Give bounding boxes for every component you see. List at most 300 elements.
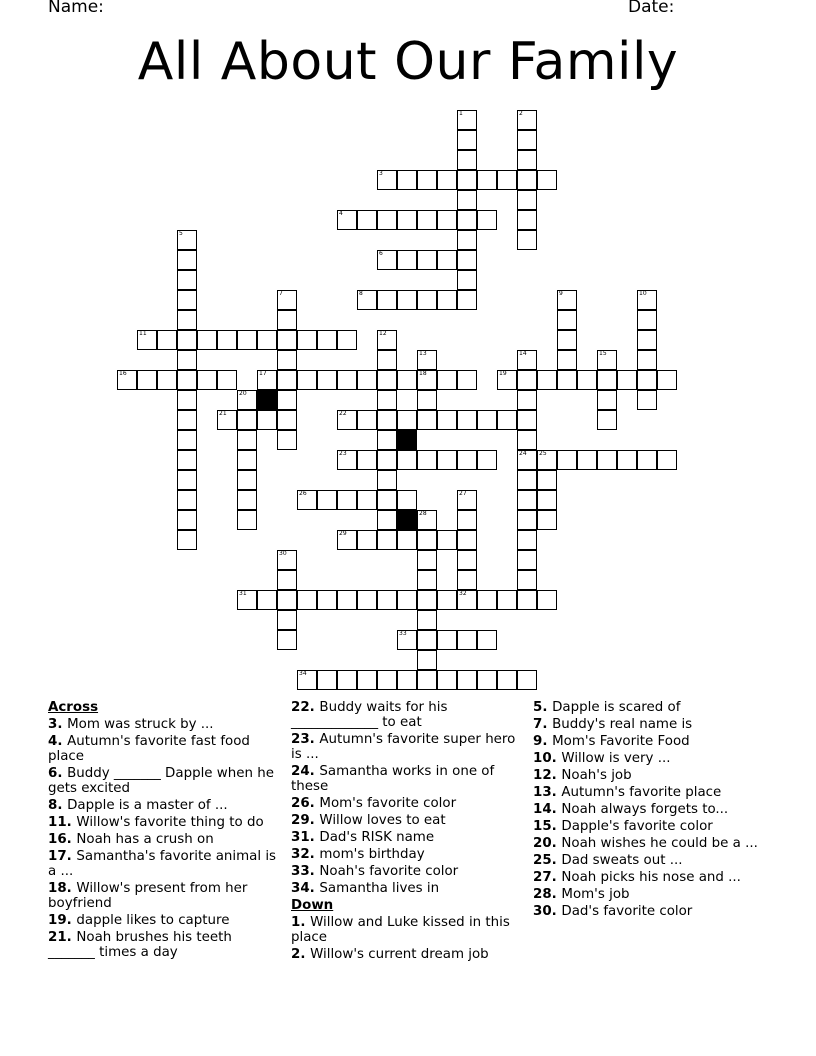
grid-cell[interactable]	[297, 590, 317, 610]
grid-cell[interactable]	[337, 530, 357, 550]
grid-cell[interactable]	[477, 410, 497, 430]
grid-cell[interactable]	[237, 410, 257, 430]
grid-cell[interactable]	[517, 410, 537, 430]
grid-cell[interactable]	[377, 510, 397, 530]
grid-cell[interactable]	[357, 530, 377, 550]
grid-cell[interactable]	[237, 490, 257, 510]
clue-number: 13	[419, 350, 427, 357]
grid-cell[interactable]	[377, 470, 397, 490]
grid-cell[interactable]	[257, 410, 277, 430]
grid-cell[interactable]	[477, 630, 497, 650]
grid-cell[interactable]	[257, 590, 277, 610]
grid-cell[interactable]	[437, 590, 457, 610]
grid-cell[interactable]	[397, 410, 417, 430]
grid-cell[interactable]	[437, 250, 457, 270]
clue-number: 7	[279, 290, 283, 297]
grid-cell[interactable]	[457, 530, 477, 550]
clue-item	[533, 700, 763, 715]
grid-cell[interactable]	[397, 590, 417, 610]
grid-cell[interactable]	[457, 370, 477, 390]
clue-item-text: dapple likes to capture	[76, 913, 230, 928]
grid-cell[interactable]	[177, 290, 197, 310]
grid-cell[interactable]	[417, 370, 437, 390]
grid-cell[interactable]	[277, 570, 297, 590]
grid-cell[interactable]	[437, 630, 457, 650]
grid-cell[interactable]	[377, 210, 397, 230]
grid-cell[interactable]	[177, 470, 197, 490]
grid-cell[interactable]	[377, 410, 397, 430]
clue-number: 32	[459, 590, 467, 597]
grid-cell[interactable]	[177, 390, 197, 410]
grid-cell[interactable]	[497, 590, 517, 610]
grid-cell[interactable]	[497, 410, 517, 430]
grid-cell[interactable]	[317, 370, 337, 390]
grid-cell[interactable]	[317, 330, 337, 350]
grid-cell[interactable]	[297, 670, 317, 690]
grid-cell[interactable]	[617, 370, 637, 390]
grid-block	[257, 390, 277, 410]
grid-cell[interactable]	[457, 150, 477, 170]
grid-cell[interactable]	[577, 370, 597, 390]
grid-cell[interactable]	[457, 230, 477, 250]
grid-cell[interactable]	[397, 630, 417, 650]
grid-cell[interactable]	[517, 510, 537, 530]
grid-cell[interactable]	[517, 110, 537, 130]
clue-number: 6	[379, 250, 383, 257]
grid-cell[interactable]	[177, 410, 197, 430]
clue-item-text: Dapple is scared of	[552, 700, 681, 715]
grid-cell[interactable]	[417, 670, 437, 690]
grid-cell[interactable]	[177, 350, 197, 370]
clue-item	[533, 785, 763, 800]
clue-number: 20	[239, 390, 247, 397]
clue-item-text: Noah has a crush on	[76, 832, 214, 847]
clue-item-number: 23.	[291, 732, 320, 747]
clue-column-2	[291, 700, 521, 964]
clue-item-text: Willow is very ...	[561, 751, 671, 766]
grid-cell[interactable]	[377, 670, 397, 690]
grid-cell[interactable]	[457, 570, 477, 590]
grid-cell[interactable]	[437, 210, 457, 230]
clue-item-number: 20.	[533, 836, 562, 851]
clue-number: 31	[239, 590, 247, 597]
clue-item-text: Willow's favorite thing to do	[76, 815, 264, 830]
grid-cell[interactable]	[417, 170, 437, 190]
clue-item	[291, 881, 521, 896]
clue-item	[48, 913, 278, 928]
grid-cell[interactable]	[277, 370, 297, 390]
grid-cell[interactable]	[397, 210, 417, 230]
grid-cell[interactable]	[397, 250, 417, 270]
grid-cell[interactable]	[437, 370, 457, 390]
grid-cell[interactable]	[457, 210, 477, 230]
grid-cell[interactable]	[177, 230, 197, 250]
grid-cell[interactable]	[457, 290, 477, 310]
clue-section-heading: Down	[291, 898, 334, 913]
grid-cell[interactable]	[177, 510, 197, 530]
grid-cell[interactable]	[237, 450, 257, 470]
clue-item-text: Mom's favorite color	[319, 796, 457, 811]
grid-cell[interactable]	[517, 590, 537, 610]
grid-cell[interactable]	[377, 490, 397, 510]
clue-item-text: Noah brushes his teeth _______ times a day	[48, 930, 232, 960]
clue-item-number: 29.	[291, 813, 320, 828]
clue-item-text: Dad sweats out ...	[561, 853, 683, 868]
clue-item	[291, 813, 521, 828]
grid-cell[interactable]	[377, 370, 397, 390]
grid-cell[interactable]	[517, 130, 537, 150]
grid-cell[interactable]	[457, 630, 477, 650]
grid-cell[interactable]	[557, 290, 577, 310]
grid-cell[interactable]	[177, 370, 197, 390]
grid-cell[interactable]	[517, 170, 537, 190]
grid-cell[interactable]	[637, 290, 657, 310]
grid-cell[interactable]	[457, 110, 477, 130]
grid-cell[interactable]	[417, 410, 437, 430]
grid-cell[interactable]	[277, 630, 297, 650]
clue-item-text: Dad's favorite color	[561, 904, 693, 919]
grid-cell[interactable]	[517, 670, 537, 690]
grid-cell[interactable]	[517, 230, 537, 250]
grid-cell[interactable]	[177, 490, 197, 510]
grid-cell[interactable]	[557, 450, 577, 470]
grid-cell[interactable]	[357, 290, 377, 310]
grid-cell[interactable]	[457, 250, 477, 270]
grid-cell[interactable]	[457, 410, 477, 430]
grid-cell[interactable]	[517, 450, 537, 470]
grid-cell[interactable]	[377, 350, 397, 370]
grid-cell[interactable]	[137, 370, 157, 390]
grid-cell[interactable]	[157, 330, 177, 350]
grid-cell[interactable]	[557, 370, 577, 390]
clue-item-text: Autumn's favorite place	[561, 785, 722, 800]
clue-item-number: 6.	[48, 766, 68, 781]
grid-cell[interactable]	[357, 410, 377, 430]
grid-cell[interactable]	[177, 270, 197, 290]
grid-cell[interactable]	[237, 590, 257, 610]
grid-cell[interactable]	[457, 130, 477, 150]
page-title: All About Our Family	[137, 32, 679, 92]
grid-cell[interactable]	[377, 390, 397, 410]
grid-cell[interactable]	[417, 610, 437, 630]
grid-cell[interactable]	[477, 450, 497, 470]
clue-item-text: Samantha's favorite animal is a ...	[48, 849, 277, 879]
grid-cell[interactable]	[537, 370, 557, 390]
grid-cell[interactable]	[317, 590, 337, 610]
grid-cell[interactable]	[517, 550, 537, 570]
grid-cell[interactable]	[657, 450, 677, 470]
grid-cell[interactable]	[197, 370, 217, 390]
grid-cell[interactable]	[517, 490, 537, 510]
grid-cell[interactable]	[597, 450, 617, 470]
grid-cell[interactable]	[417, 550, 437, 570]
grid-cell[interactable]	[337, 450, 357, 470]
clue-item-number: 15.	[533, 819, 562, 834]
grid-cell[interactable]	[557, 350, 577, 370]
grid-cell[interactable]	[417, 530, 437, 550]
clue-item	[533, 734, 763, 749]
grid-cell[interactable]	[417, 250, 437, 270]
clue-number: 14	[519, 350, 527, 357]
clue-item-text: Willow's current dream job	[310, 947, 489, 962]
clue-item-number: 10.	[533, 751, 562, 766]
grid-cell[interactable]	[217, 370, 237, 390]
grid-cell[interactable]	[477, 670, 497, 690]
grid-cell[interactable]	[117, 370, 137, 390]
grid-cell[interactable]	[637, 310, 657, 330]
clue-item-number: 26.	[291, 796, 320, 811]
grid-cell[interactable]	[477, 170, 497, 190]
grid-cell[interactable]	[417, 350, 437, 370]
clue-item	[291, 864, 521, 879]
clue-item-number: 27.	[533, 870, 562, 885]
grid-cell[interactable]	[477, 590, 497, 610]
grid-cell[interactable]	[277, 610, 297, 630]
grid-cell[interactable]	[497, 170, 517, 190]
grid-cell[interactable]	[637, 390, 657, 410]
clue-section-heading: Across	[48, 700, 99, 715]
grid-cell[interactable]	[397, 370, 417, 390]
grid-cell[interactable]	[297, 330, 317, 350]
grid-cell[interactable]	[457, 450, 477, 470]
grid-cell[interactable]	[557, 310, 577, 330]
grid-cell[interactable]	[357, 210, 377, 230]
grid-cell[interactable]	[357, 370, 377, 390]
grid-cell[interactable]	[277, 330, 297, 350]
clue-item	[533, 751, 763, 766]
grid-cell[interactable]	[377, 450, 397, 470]
grid-cell[interactable]	[497, 370, 517, 390]
grid-cell[interactable]	[417, 570, 437, 590]
clue-item-text: Noah's job	[561, 768, 632, 783]
grid-cell[interactable]	[337, 330, 357, 350]
grid-cell[interactable]	[657, 370, 677, 390]
clue-item-number: 12.	[533, 768, 562, 783]
grid-cell[interactable]	[617, 450, 637, 470]
grid-cell[interactable]	[457, 670, 477, 690]
grid-cell[interactable]	[577, 450, 597, 470]
grid-cell[interactable]	[457, 270, 477, 290]
grid-cell[interactable]	[437, 290, 457, 310]
grid-cell[interactable]	[397, 530, 417, 550]
clue-item	[48, 766, 278, 796]
grid-cell[interactable]	[317, 490, 337, 510]
clue-item	[291, 764, 521, 794]
grid-cell[interactable]	[517, 570, 537, 590]
clue-item-number: 4.	[48, 734, 68, 749]
grid-cell[interactable]	[177, 450, 197, 470]
clue-item-text: Samantha lives in	[319, 881, 440, 896]
grid-cell[interactable]	[457, 590, 477, 610]
grid-cell[interactable]	[517, 370, 537, 390]
grid-cell[interactable]	[377, 250, 397, 270]
grid-cell[interactable]	[477, 210, 497, 230]
grid-cell[interactable]	[377, 170, 397, 190]
grid-cell[interactable]	[497, 670, 517, 690]
grid-cell[interactable]	[417, 450, 437, 470]
grid-cell[interactable]	[357, 670, 377, 690]
clue-item	[48, 815, 278, 830]
grid-cell[interactable]	[337, 670, 357, 690]
grid-cell[interactable]	[297, 490, 317, 510]
clue-number: 33	[399, 630, 407, 637]
grid-cell[interactable]	[517, 430, 537, 450]
grid-cell[interactable]	[357, 490, 377, 510]
grid-cell[interactable]	[417, 510, 437, 530]
clue-item-number: 5.	[533, 700, 553, 715]
clue-item-text: Willow's present from her boyfriend	[48, 881, 248, 911]
grid-cell[interactable]	[277, 590, 297, 610]
clue-item	[291, 796, 521, 811]
grid-cell[interactable]	[437, 530, 457, 550]
grid-cell[interactable]	[417, 590, 437, 610]
grid-cell[interactable]	[557, 330, 577, 350]
clue-item	[48, 849, 278, 879]
clue-item-number: 24.	[291, 764, 320, 779]
grid-cell[interactable]	[137, 330, 157, 350]
grid-cell[interactable]	[197, 330, 217, 350]
clue-item	[533, 870, 763, 885]
grid-cell[interactable]	[437, 170, 457, 190]
grid-cell[interactable]	[317, 670, 337, 690]
clue-number: 1	[459, 110, 463, 117]
grid-cell[interactable]	[437, 670, 457, 690]
clue-item	[533, 853, 763, 868]
grid-cell[interactable]	[637, 370, 657, 390]
grid-cell[interactable]	[257, 370, 277, 390]
grid-cell[interactable]	[377, 590, 397, 610]
grid-cell[interactable]	[637, 450, 657, 470]
grid-cell[interactable]	[237, 470, 257, 490]
grid-cell[interactable]	[277, 430, 297, 450]
grid-cell[interactable]	[457, 550, 477, 570]
clue-item	[48, 930, 278, 960]
grid-cell[interactable]	[537, 490, 557, 510]
grid-cell[interactable]	[457, 510, 477, 530]
grid-cell[interactable]	[417, 390, 437, 410]
grid-cell[interactable]	[517, 150, 537, 170]
grid-cell[interactable]	[437, 410, 457, 430]
grid-cell[interactable]	[337, 370, 357, 390]
grid-cell[interactable]	[517, 210, 537, 230]
clue-item-number: 28.	[533, 887, 562, 902]
grid-cell[interactable]	[337, 490, 357, 510]
grid-cell[interactable]	[177, 430, 197, 450]
grid-cell[interactable]	[277, 290, 297, 310]
grid-cell[interactable]	[257, 330, 277, 350]
grid-cell[interactable]	[597, 390, 617, 410]
grid-cell[interactable]	[457, 490, 477, 510]
clue-number: 12	[379, 330, 387, 337]
grid-cell[interactable]	[637, 330, 657, 350]
grid-cell[interactable]	[597, 350, 617, 370]
grid-cell[interactable]	[377, 530, 397, 550]
grid-cell[interactable]	[277, 350, 297, 370]
grid-cell[interactable]	[517, 390, 537, 410]
clue-number: 16	[119, 370, 127, 377]
grid-cell[interactable]	[277, 410, 297, 430]
grid-cell[interactable]	[537, 470, 557, 490]
grid-cell[interactable]	[417, 630, 437, 650]
grid-cell[interactable]	[397, 670, 417, 690]
grid-block	[397, 510, 417, 530]
grid-cell[interactable]	[537, 590, 557, 610]
clue-item	[533, 836, 763, 851]
grid-cell[interactable]	[517, 530, 537, 550]
grid-cell[interactable]	[517, 350, 537, 370]
grid-cell[interactable]	[177, 310, 197, 330]
grid-cell[interactable]	[337, 210, 357, 230]
grid-cell[interactable]	[377, 430, 397, 450]
grid-cell[interactable]	[337, 410, 357, 430]
grid-cell[interactable]	[237, 510, 257, 530]
grid-cell[interactable]	[397, 290, 417, 310]
grid-cell[interactable]	[537, 450, 557, 470]
clue-number: 11	[139, 330, 147, 337]
grid-cell[interactable]	[377, 290, 397, 310]
grid-cell[interactable]	[217, 330, 237, 350]
grid-cell[interactable]	[417, 290, 437, 310]
grid-cell[interactable]	[597, 370, 617, 390]
grid-cell[interactable]	[597, 410, 617, 430]
clue-item-text: Buddy waits for his _____________ to eat	[291, 700, 448, 730]
grid-cell[interactable]	[537, 170, 557, 190]
grid-cell[interactable]	[457, 190, 477, 210]
grid-cell[interactable]	[217, 410, 237, 430]
grid-cell[interactable]	[517, 190, 537, 210]
grid-cell[interactable]	[237, 390, 257, 410]
grid-cell[interactable]	[357, 450, 377, 470]
clue-number: 19	[499, 370, 507, 377]
grid-cell[interactable]	[237, 430, 257, 450]
grid-cell[interactable]	[417, 210, 437, 230]
grid-cell[interactable]	[157, 370, 177, 390]
grid-cell[interactable]	[237, 330, 257, 350]
grid-cell[interactable]	[457, 170, 477, 190]
grid-cell[interactable]	[417, 650, 437, 670]
grid-cell[interactable]	[297, 370, 317, 390]
grid-cell[interactable]	[277, 550, 297, 570]
grid-block	[397, 430, 417, 450]
clue-item-text: Autumn's favorite super hero is ...	[291, 732, 516, 762]
grid-cell[interactable]	[177, 250, 197, 270]
clue-number: 2	[519, 110, 523, 117]
clue-item-number: 7.	[533, 717, 553, 732]
grid-cell[interactable]	[397, 170, 417, 190]
grid-cell[interactable]	[277, 390, 297, 410]
grid-cell[interactable]	[637, 350, 657, 370]
grid-cell[interactable]	[337, 590, 357, 610]
grid-cell[interactable]	[397, 450, 417, 470]
clue-item-number: 2.	[291, 947, 311, 962]
grid-cell[interactable]	[537, 510, 557, 530]
grid-cell[interactable]	[177, 530, 197, 550]
clue-number: 18	[419, 370, 427, 377]
clue-item-number: 19.	[48, 913, 77, 928]
grid-cell[interactable]	[277, 310, 297, 330]
grid-cell[interactable]	[437, 450, 457, 470]
clue-item-text: Willow and Luke kissed in this place	[291, 915, 510, 945]
clue-item	[533, 717, 763, 732]
grid-cell[interactable]	[517, 470, 537, 490]
clue-item-text: Dapple is a master of ...	[67, 798, 228, 813]
grid-cell[interactable]	[397, 490, 417, 510]
clue-item-text: Samantha works in one of these	[291, 764, 495, 794]
grid-cell[interactable]	[377, 330, 397, 350]
grid-cell[interactable]	[357, 590, 377, 610]
clue-item-text: Noah wishes he could be a ...	[561, 836, 758, 851]
grid-cell[interactable]	[177, 330, 197, 350]
